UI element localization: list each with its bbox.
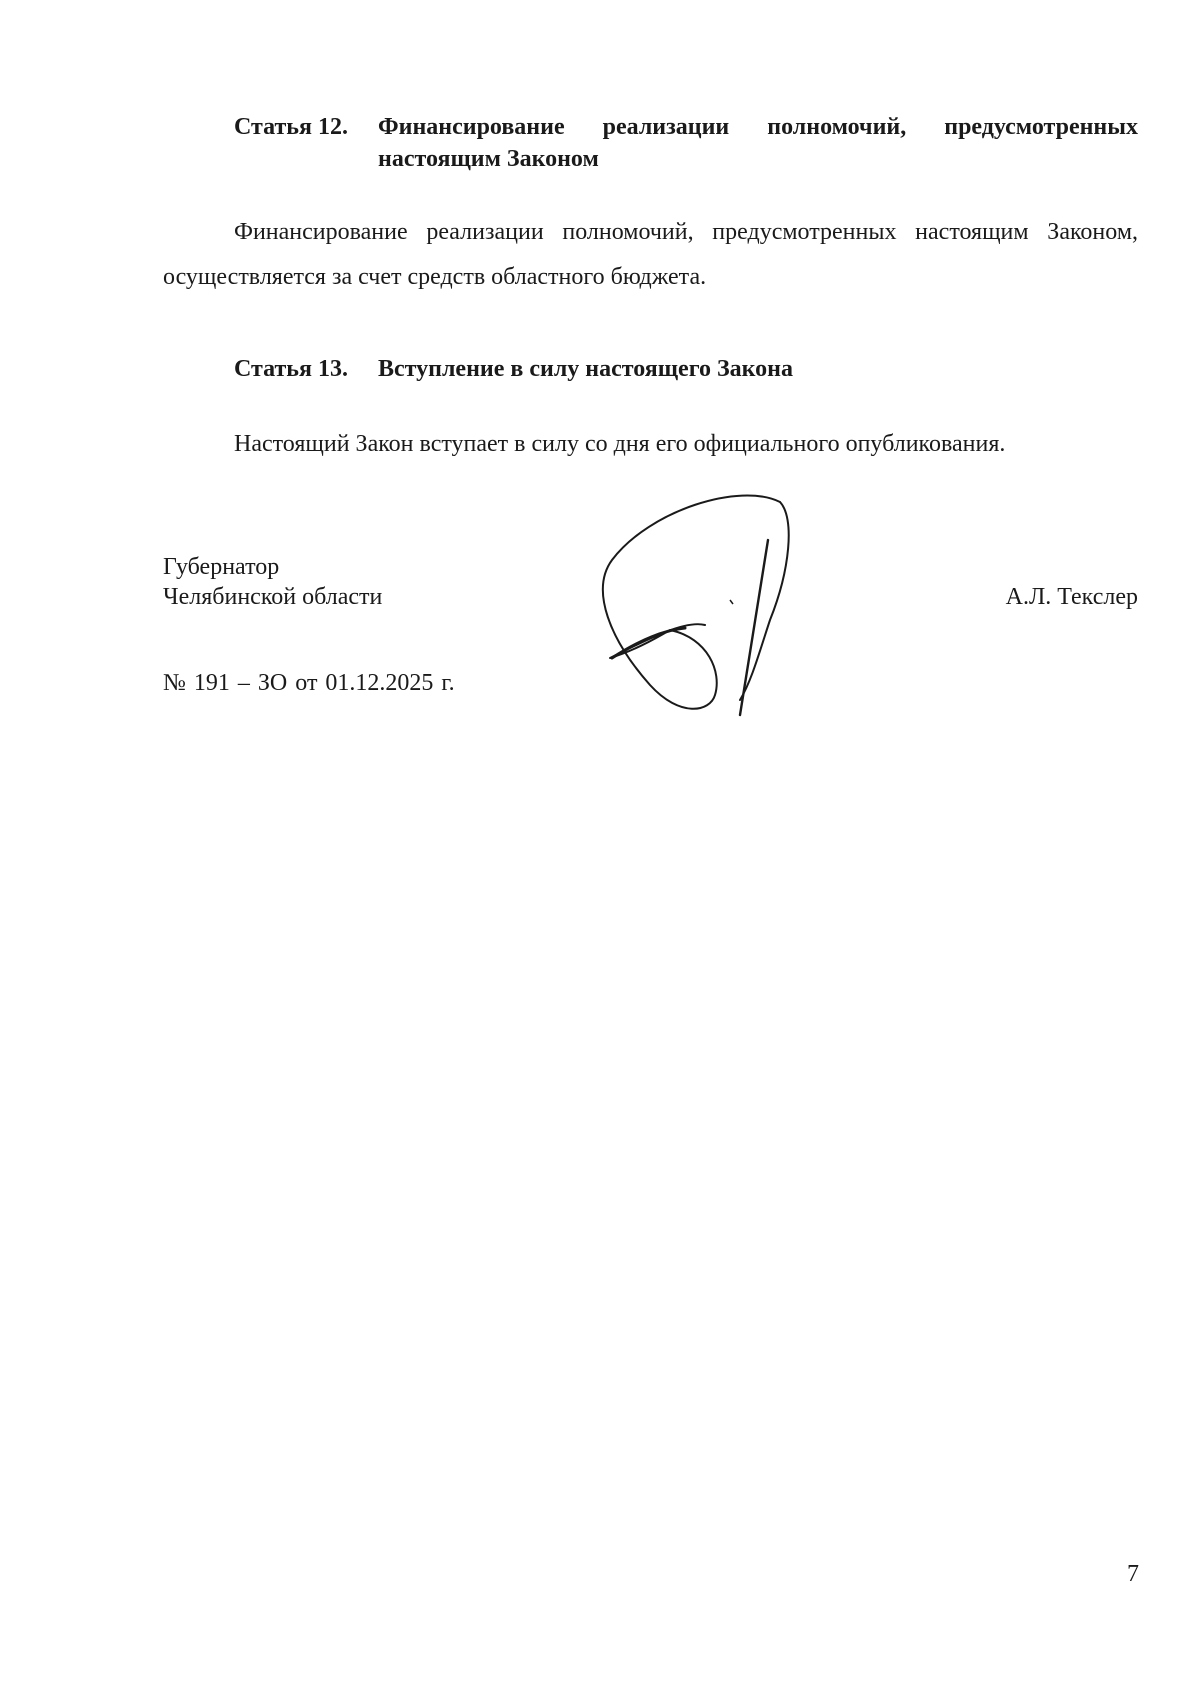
article-12-text: Финансирование реализации полномочий, предусмотренных настоящим Законом, осуществляется за счет средств областного бюджета. xyxy=(163,219,1138,290)
law-number: № 191 – ЗО от 01.12.2025 г. xyxy=(163,670,455,696)
signer-position xyxy=(163,552,382,612)
article-12-title: Финансирование реализации полномочий, предусмотренных настоящим Законом xyxy=(378,114,1138,172)
signer-position-line1: Губернатор xyxy=(163,554,280,580)
article-13-text: Настоящий Закон вступает в силу со дня его официального опубликования. xyxy=(234,431,1006,457)
page-number: 7 xyxy=(1127,1561,1139,1587)
article-13-title: Вступление в силу настоящего Закона xyxy=(378,356,793,382)
article-12-heading xyxy=(234,111,1138,175)
article-12-number: Статья 12. xyxy=(234,114,348,140)
signer-position-line2: Челябинской области xyxy=(163,584,383,610)
signer-name: А.Л. Текслер xyxy=(1005,584,1138,610)
article-13-number: Статья 13. xyxy=(234,356,348,382)
signature-icon xyxy=(590,490,810,730)
article-13-heading xyxy=(234,353,1138,385)
